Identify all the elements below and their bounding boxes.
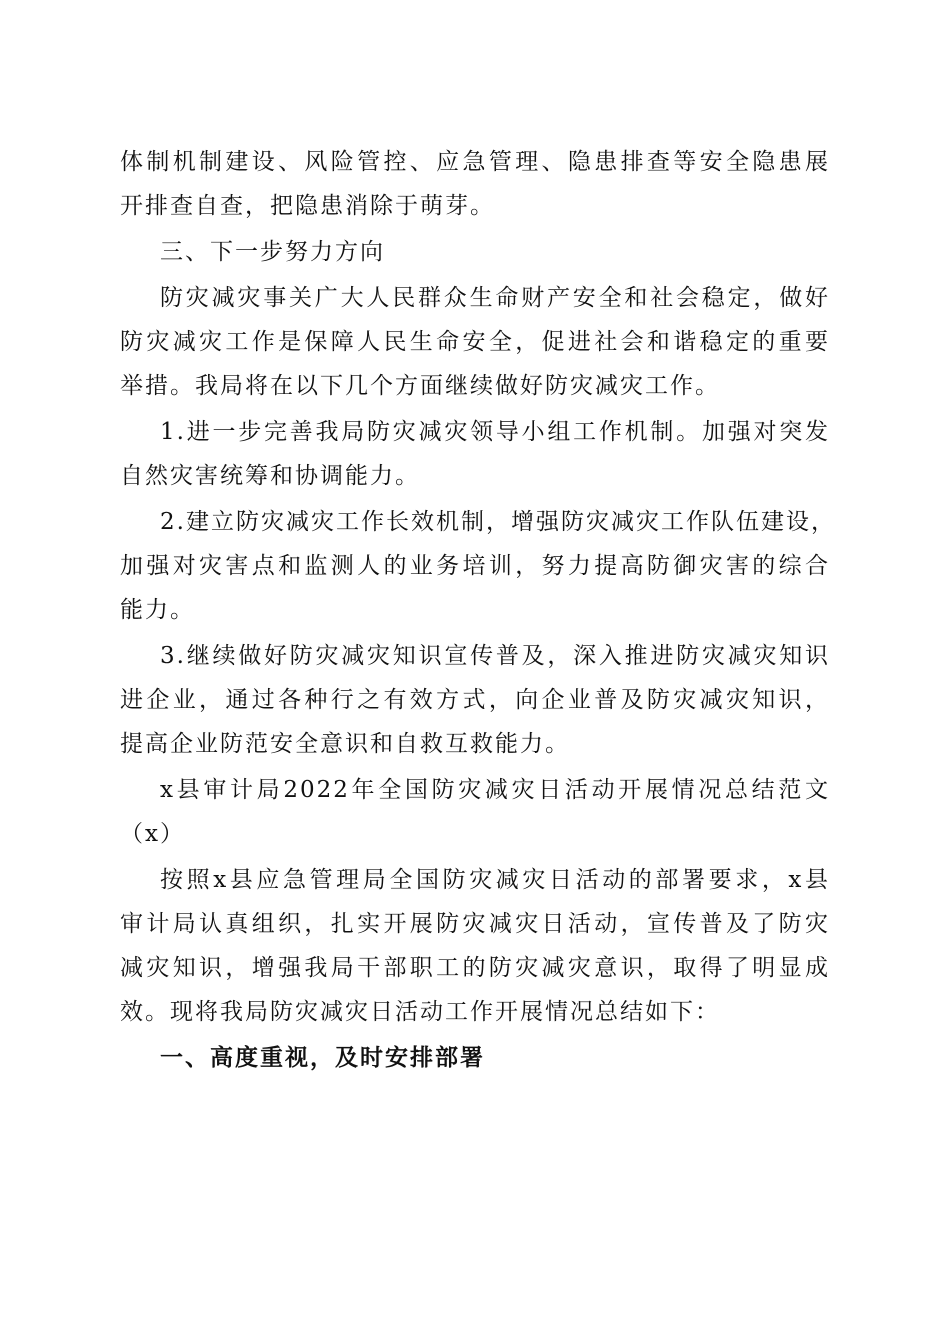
paragraph-line: 开排查自查，把隐患消除于萌芽。 <box>120 193 495 219</box>
list-item-line: 能力。 <box>120 597 195 623</box>
list-item-line: 进企业，通过各种行之有效方式，向企业普及防灾减灾知识， <box>120 687 830 713</box>
section-heading: 三、下一步努力方向 <box>160 239 385 265</box>
paragraph-line: 举措。我局将在以下几个方面继续做好防灾减灾工作。 <box>120 373 720 399</box>
paragraph-line: 防灾减灾工作是保障人民生命安全，促进社会和谐稳定的重要 <box>120 329 830 355</box>
document-title-line: （x） <box>120 821 185 847</box>
list-item-line: 提高企业防范安全意识和自救互救能力。 <box>120 731 570 757</box>
list-item-line: 3.继续做好防灾减灾知识宣传普及，深入推进防灾减灾知识 <box>160 643 830 669</box>
list-item-line: 自然灾害统筹和协调能力。 <box>120 463 420 489</box>
list-item-line: 2.建立防灾减灾工作长效机制，增强防灾减灾工作队伍建设， <box>160 509 836 535</box>
paragraph-line: 减灾知识，增强我局干部职工的防灾减灾意识，取得了明显成 <box>120 955 830 981</box>
paragraph-line: 防灾减灾事关广大人民群众生命财产安全和社会稳定，做好 <box>160 285 830 311</box>
paragraph-line: 审计局认真组织，扎实开展防灾减灾日活动，宣传普及了防灾 <box>120 911 830 937</box>
section-heading: 一、高度重视，及时安排部署 <box>160 1045 485 1071</box>
document-title-line: x县审计局2022年全国防灾减灾日活动开展情况总结范文 <box>160 777 830 803</box>
paragraph-line: 体制机制建设、风险管控、应急管理、隐患排查等安全隐患展 <box>120 149 830 175</box>
paragraph-line: 效。现将我局防灾减灾日活动工作开展情况总结如下： <box>120 999 720 1025</box>
list-item-line: 1.进一步完善我局防灾减灾领导小组工作机制。加强对突发 <box>160 419 830 445</box>
list-item-line: 加强对灾害点和监测人的业务培训，努力提高防御灾害的综合 <box>120 553 830 579</box>
paragraph-line: 按照x县应急管理局全国防灾减灾日活动的部署要求，x县 <box>160 867 830 893</box>
